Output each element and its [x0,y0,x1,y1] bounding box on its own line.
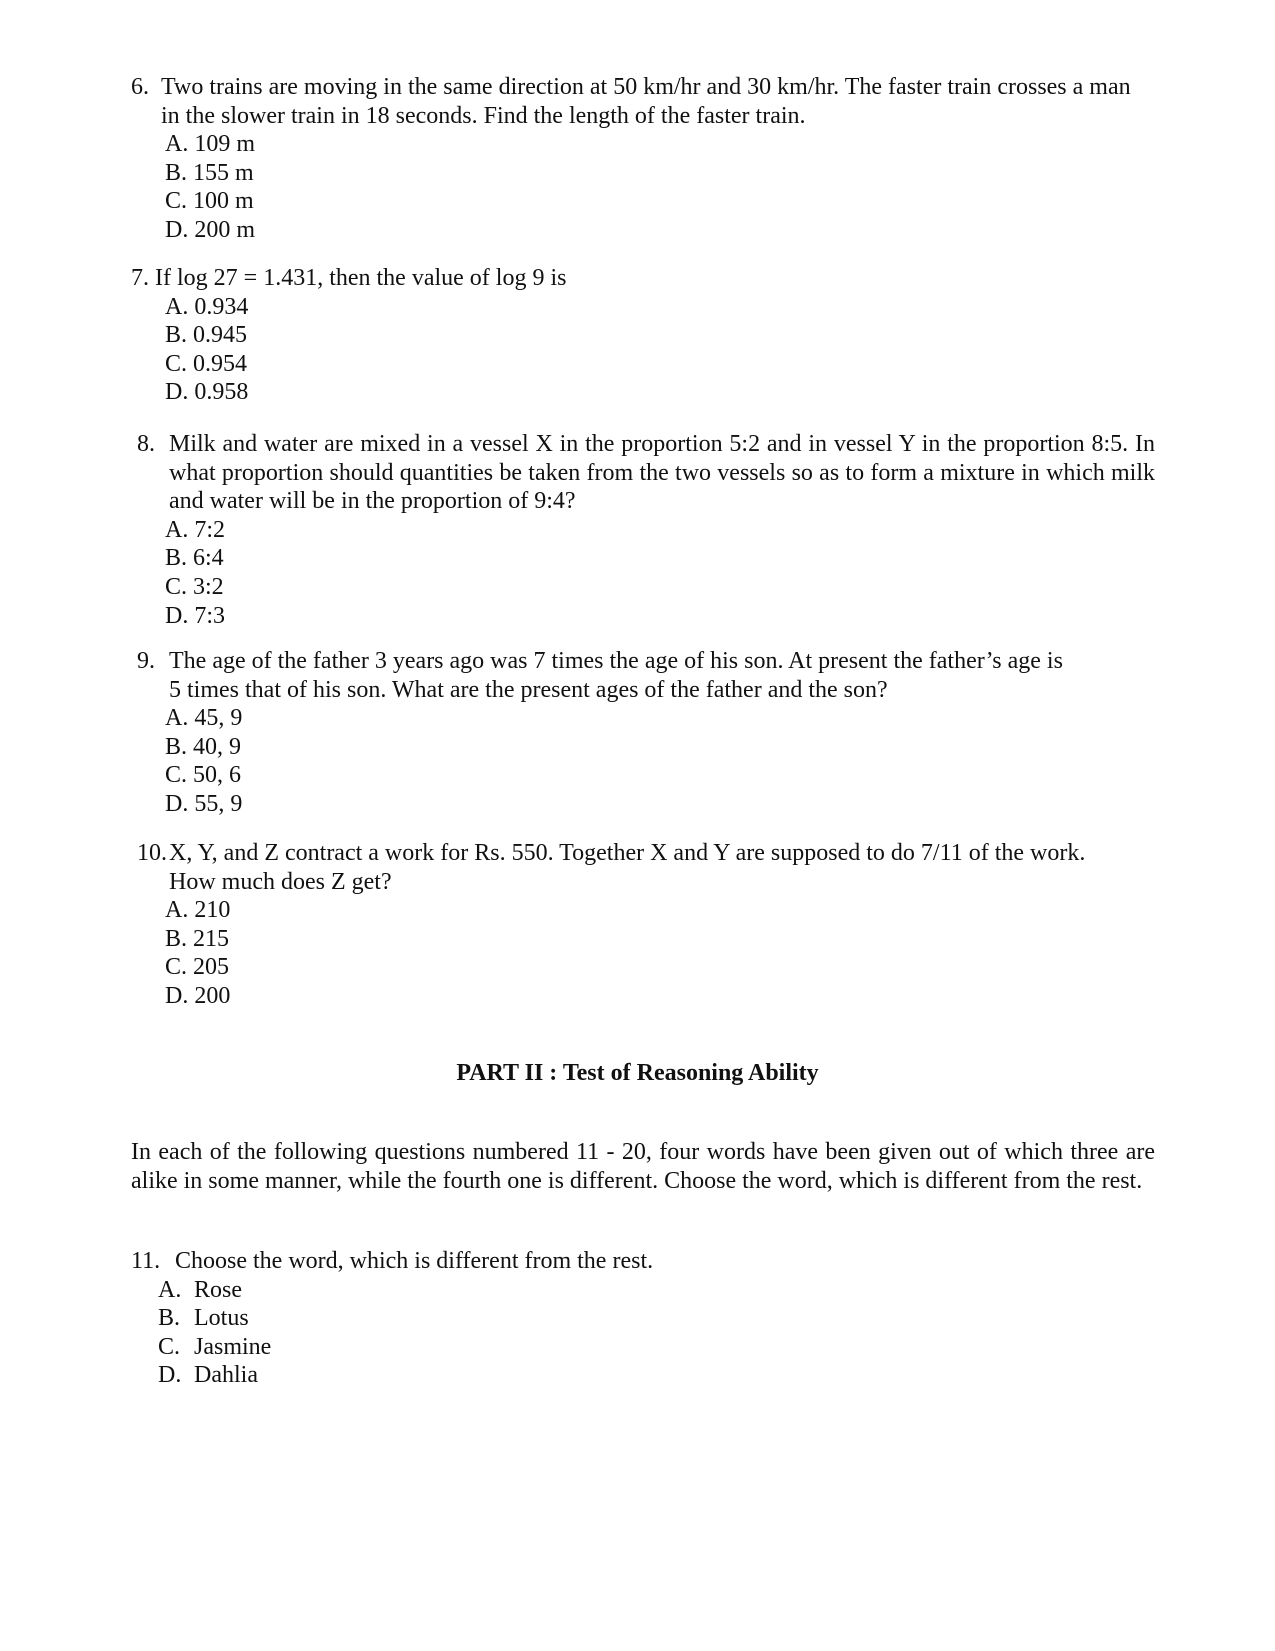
question-10 [137,839,1085,1011]
answer-options [131,1276,653,1390]
option-text: Dahlia [194,1362,258,1389]
question-number: 11. [131,1248,161,1274]
question-text: The age of the father 3 years ago was 7 times the age of his son. At present the father’s age is [169,648,1063,674]
option-text: Rose [194,1276,242,1303]
option-b: B. 6:4 [165,545,224,572]
option-b: B. 0.945 [165,322,248,349]
option-d: D. 0.958 [165,379,249,406]
option-c: C. 100 m [165,188,254,215]
option-b: B. 215 [165,925,230,952]
question-text-continued: in the slower train in 18 seconds. Find the length of the faster train. [161,102,806,129]
question-text-continued: How much does Z get? [169,868,392,895]
instructions-paragraph: In each of the following questions numbered 11 - 20, four words have been given out of which three are alike in some manner, while the fourth one is different. Choose the word, which is different from the rest. [131,1139,1155,1194]
answer-options [137,896,1085,1010]
option-c: C. 205 [165,954,230,981]
question-7 [131,264,566,407]
question-11 [131,1247,653,1390]
option-d: D. 55, 9 [165,790,243,817]
option-a: A. 0.934 [165,293,249,320]
answer-options [137,516,1155,630]
question-text: Choose the word, which is different from the rest. [175,1248,654,1274]
question-text: Two trains are moving in the same direction at 50 km/hr and 30 km/hr. The faster train crosses a man [161,74,1131,100]
option-b: B. 40, 9 [165,733,242,760]
question-number: 9. [137,648,155,674]
option-d [158,1361,653,1390]
question-text: Milk and water are mixed in a vessel X in the proportion 5:2 and in vessel Y in the proportion 8:5. In what proportion should quantities be taken from the two vessels so as to form a mixture in which milk and water will be in the proportion of 9:4? [169,431,1155,515]
option-b: B. 155 m [165,159,254,186]
option-d: D. 7:3 [165,602,225,629]
option-a [158,1276,653,1305]
option-c [158,1333,653,1362]
question-number: 8. [137,431,155,457]
option-d: D. 200 [165,982,231,1009]
option-letter: D. [158,1362,182,1389]
question-number: 6. [131,74,149,100]
option-a: A. 45, 9 [165,705,243,732]
option-letter: C. [158,1333,181,1360]
option-a: A. 210 [165,897,231,924]
question-8 [137,430,1155,630]
option-text: Lotus [194,1305,249,1332]
option-c: C. 0.954 [165,350,248,377]
section-heading: PART II : Test of Reasoning Ability [456,1060,819,1086]
option-letter: B. [158,1305,181,1332]
option-c: C. 3:2 [165,573,224,600]
question-number: 7. [131,265,149,291]
option-letter: A. [158,1276,182,1303]
question-number: 10. [137,840,167,866]
option-a: A. 109 m [165,131,255,158]
answer-options [131,130,1131,244]
option-b [158,1304,653,1333]
answer-options [131,293,566,407]
option-d: D. 200 m [165,216,255,243]
option-text: Jasmine [194,1333,272,1360]
question-text: X, Y, and Z contract a work for Rs. 550. Together X and Y are supposed to do 7/11 of the work. [169,840,1086,866]
answer-options [137,704,1063,818]
question-9 [137,647,1063,819]
question-text: If log 27 = 1.431, then the value of log 9 is [155,265,567,291]
question-text-continued: 5 times that of his son. What are the present ages of the father and the son? [169,676,888,703]
question-6 [131,73,1131,245]
option-c: C. 50, 6 [165,762,242,789]
option-a: A. 7:2 [165,516,225,543]
